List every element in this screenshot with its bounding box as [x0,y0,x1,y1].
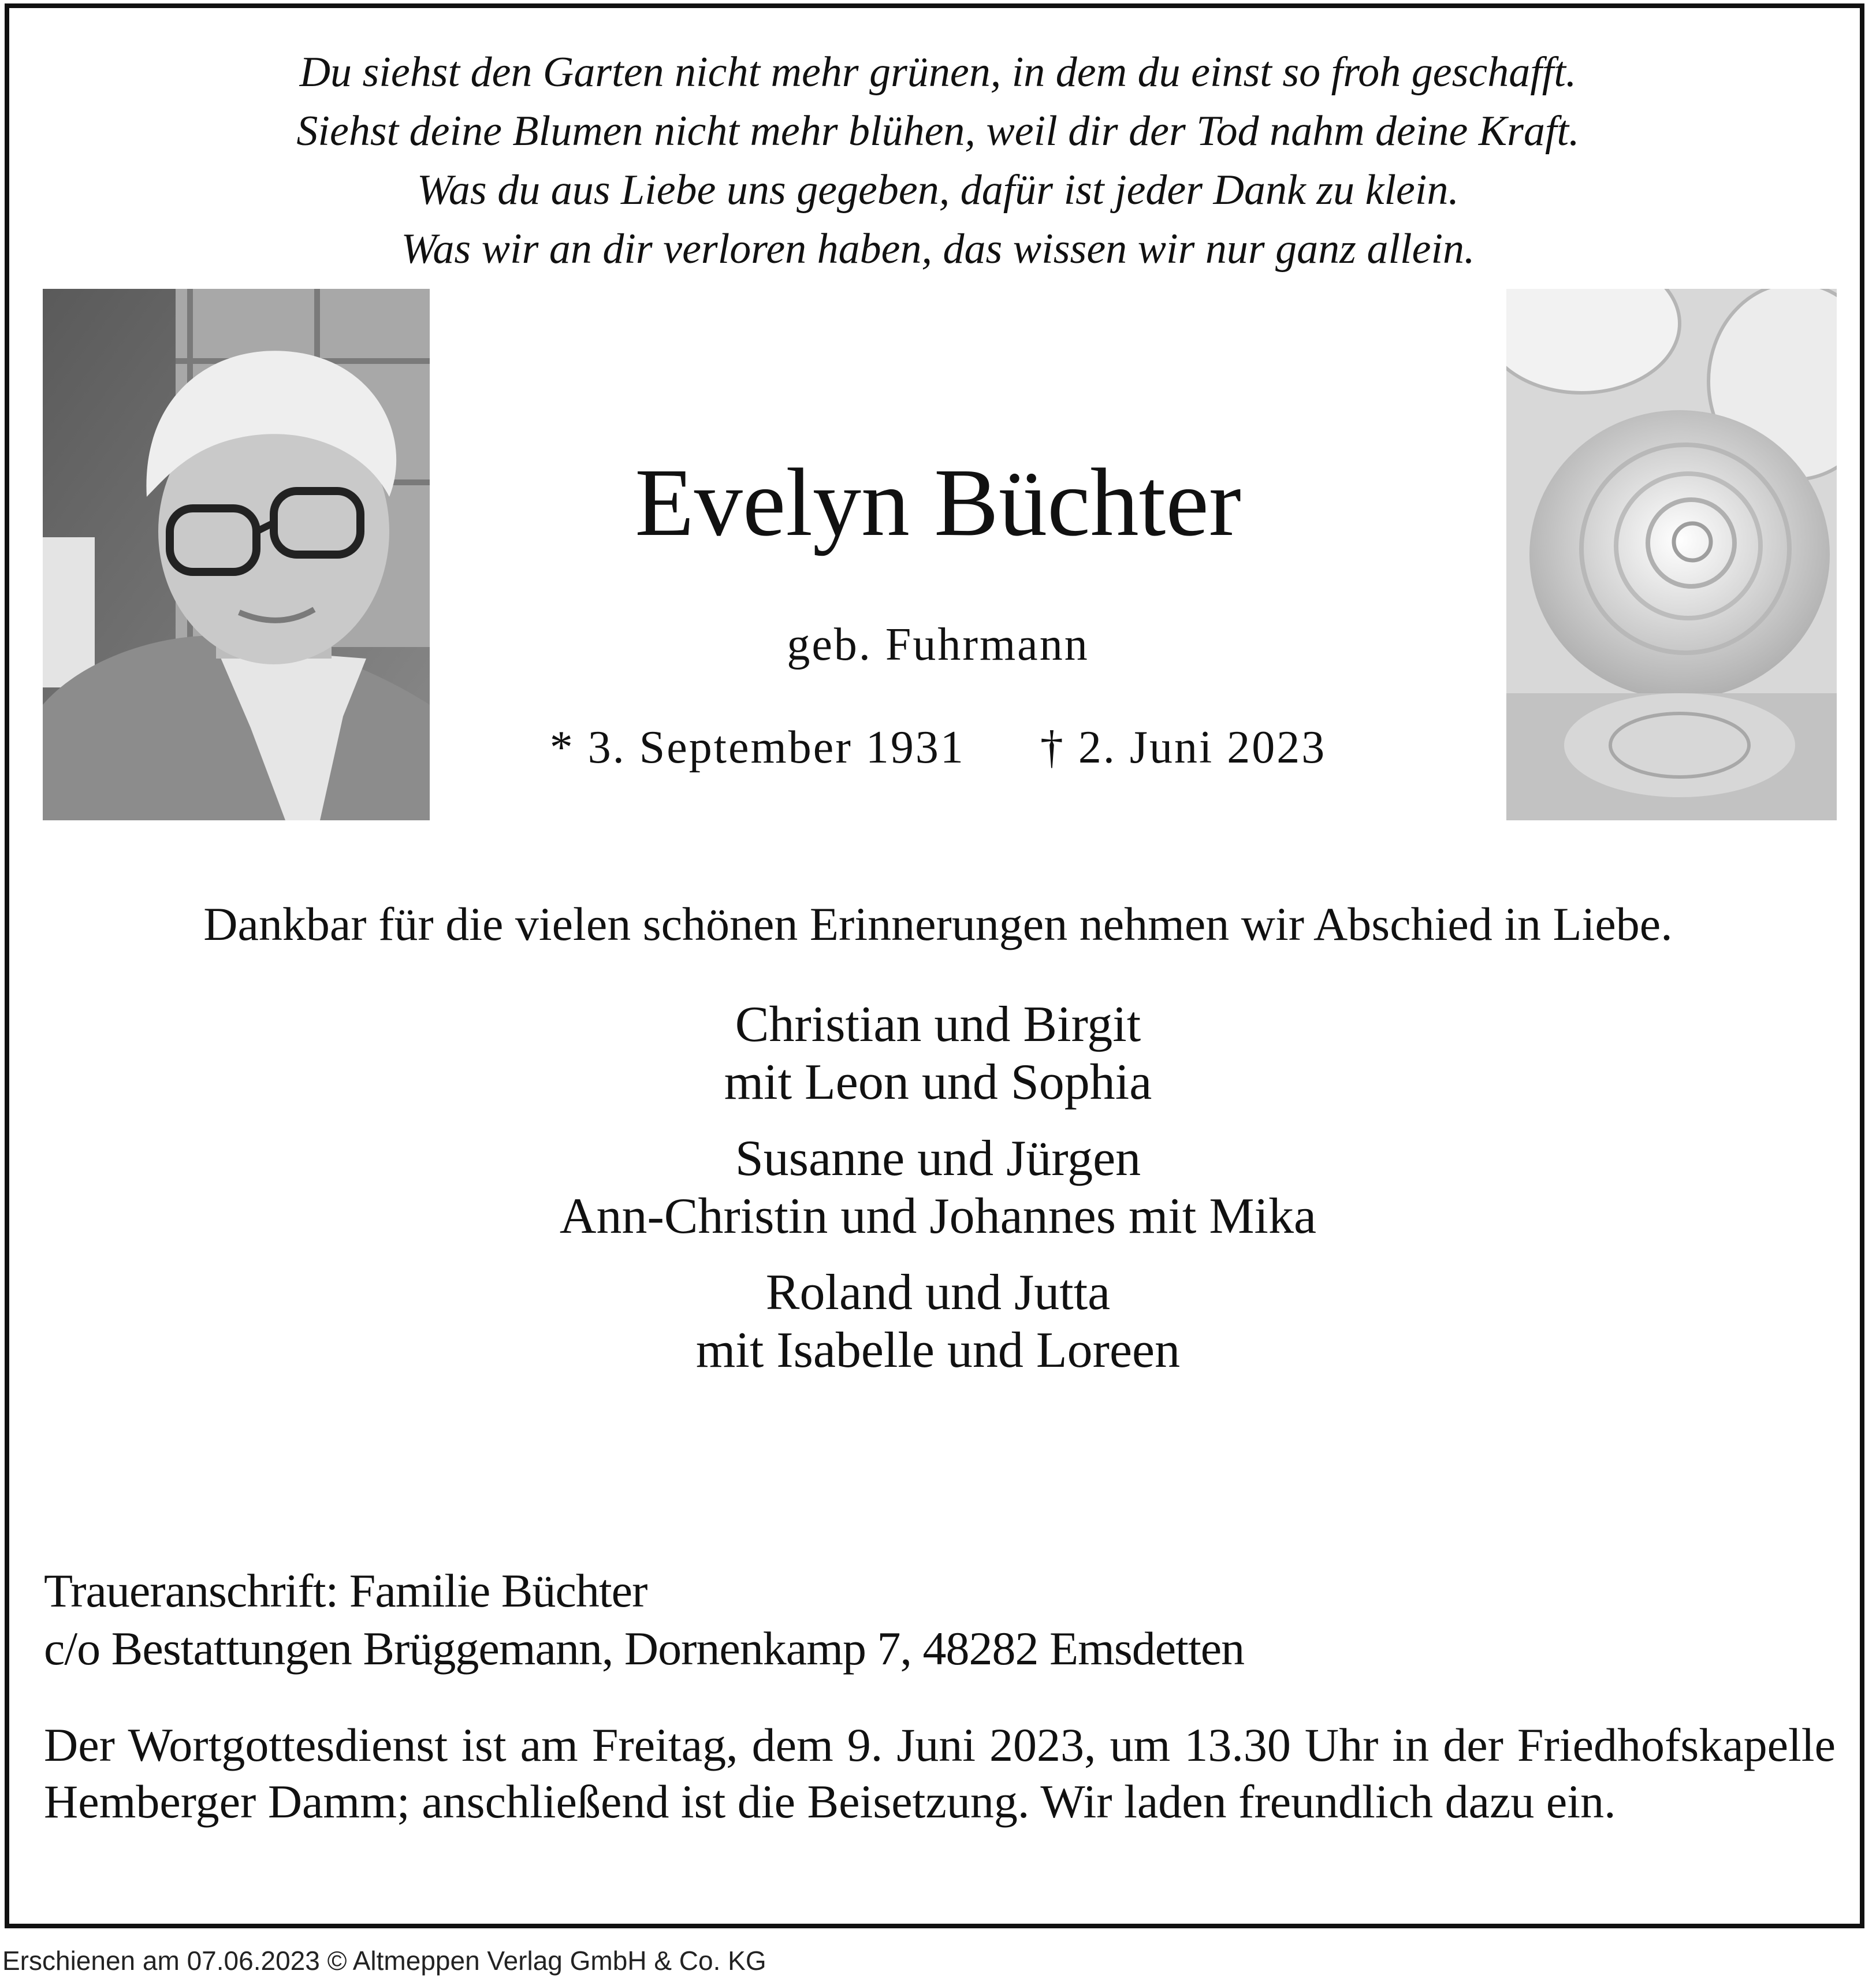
life-dates [0,719,1876,776]
address-line: Traueranschrift: Familie Büchter [44,1564,647,1617]
thanks-text: Dankbar für die vielen schönen Erinnerungen nehmen wir Abschied in Liebe. [203,898,1673,950]
family-line: Christian und Birgit [735,997,1141,1053]
service-info: Der Wortgottesdienst ist am Freitag, dem 9. Juni 2023, um 13.30 Uhr in der Friedhofskapelle Hemberger Damm; anschließend ist die Beisetzung. Wir laden freundlich dazu ein. [44,1719,1836,1828]
family-group [0,996,1876,1111]
family-line: Susanne und Jürgen [735,1131,1141,1187]
poem-line: Siehst deine Blumen nicht mehr blühen, weil dir der Tod nahm deine Kraft. [296,107,1580,155]
family-line: Roland und Jutta [765,1265,1111,1321]
family-line: mit Leon und Sophia [724,1054,1152,1110]
family-line: Ann-Christin und Johannes mit Mika [559,1188,1317,1244]
mourning-address [44,1562,1834,1678]
publication-footer: Erschienen am 07.06.2023 © Altmeppen Verlag GmbH & Co. KG [2,1946,766,1976]
poem [0,43,1876,278]
family-line: mit Isabelle und Loreen [695,1322,1181,1378]
poem-line: Du siehst den Garten nicht mehr grünen, in dem du einst so froh geschafft. [299,49,1577,96]
family-group [0,1264,1876,1380]
family-list [0,996,1876,1398]
poem-line: Was du aus Liebe uns gegeben, dafür ist jeder Dank zu klein. [417,166,1459,214]
family-group [0,1130,1876,1245]
poem-line: Was wir an dir verloren haben, das wissen wir nur ganz allein. [401,225,1475,273]
death-date: † 2. Juni 2023 [1040,722,1327,773]
birth-date: * 3. September 1931 [549,722,965,773]
deceased-name: Evelyn Büchter [635,449,1241,556]
birth-name: geb. Fuhrmann [787,619,1089,670]
address-line: c/o Bestattungen Brüggemann, Dornenkamp 7, 48282 Emsdetten [44,1622,1245,1675]
